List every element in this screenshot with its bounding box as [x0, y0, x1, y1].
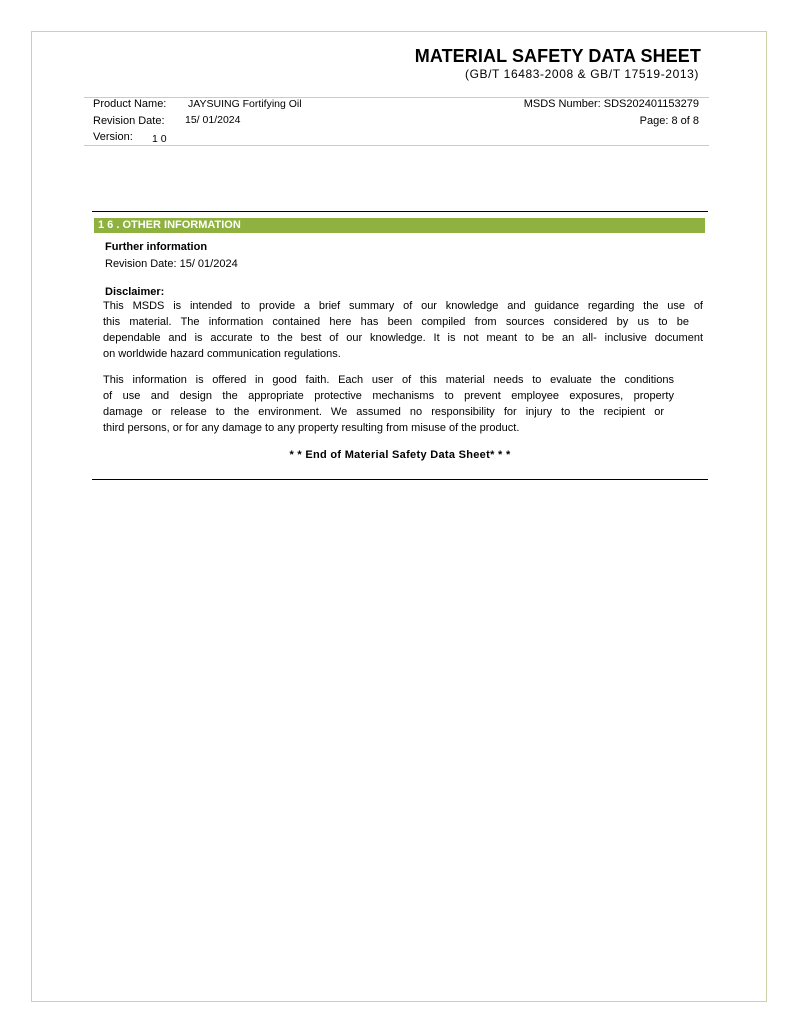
version-label: Version:: [93, 131, 133, 143]
info-paragraph: [103, 372, 674, 436]
section-revision-date: Revision Date: 15/ 01/2024: [105, 258, 238, 270]
msds-number: MSDS Number: SDS202401153279: [523, 98, 699, 110]
section-title: 1 6 . OTHER INFORMATION: [98, 219, 241, 231]
revision-date-label: Revision Date:: [93, 115, 165, 127]
header-bottom-rule: [84, 145, 709, 146]
section-header-bar: [94, 218, 705, 233]
version-value: 1 0: [152, 133, 167, 145]
revision-date-value: 15/ 01/2024: [185, 114, 241, 126]
page-info: Page: 8 of 8: [639, 115, 699, 127]
document-title: MATERIAL SAFETY DATA SHEET: [414, 46, 701, 66]
document-subtitle: (GB/T 16483-2008 & GB/T 17519-2013): [464, 67, 699, 81]
product-name-value: JAYSUING Fortifying Oil: [188, 98, 302, 110]
section-bottom-rule: [92, 479, 708, 480]
product-name-label: Product Name:: [93, 98, 167, 110]
info-line: This information is offered in good faith. Each user of this material needs to evaluate the conditions: [103, 374, 674, 386]
further-information-heading: Further information: [105, 241, 208, 253]
disclaimer-line: this material. The information contained here has been compiled from sources considered by us to be: [103, 316, 689, 328]
page-frame: [31, 31, 767, 1002]
disclaimer-heading: Disclaimer:: [105, 286, 165, 298]
disclaimer-line: on worldwide hazard communication regulations.: [103, 348, 341, 360]
disclaimer-line: This MSDS is intended to provide a brief summary of our knowledge and guidance regarding the use of: [103, 300, 703, 312]
section-top-rule: [92, 211, 708, 212]
info-line: of use and design the appropriate protective mechanisms to prevent employee exposures, property: [103, 390, 674, 402]
disclaimer-paragraph: [103, 298, 703, 362]
end-of-sheet-text: * * End of Material Safety Data Sheet* * *: [289, 449, 511, 461]
info-line: third persons, or for any damage to any property resulting from misuse of the product.: [103, 422, 520, 434]
disclaimer-line: dependable and is accurate to the best of our knowledge. It is not meant to be an all- inclusive document: [103, 332, 703, 344]
info-line: damage or release to the environment. We assumed no responsibility for injury to the recipient or: [103, 406, 664, 418]
